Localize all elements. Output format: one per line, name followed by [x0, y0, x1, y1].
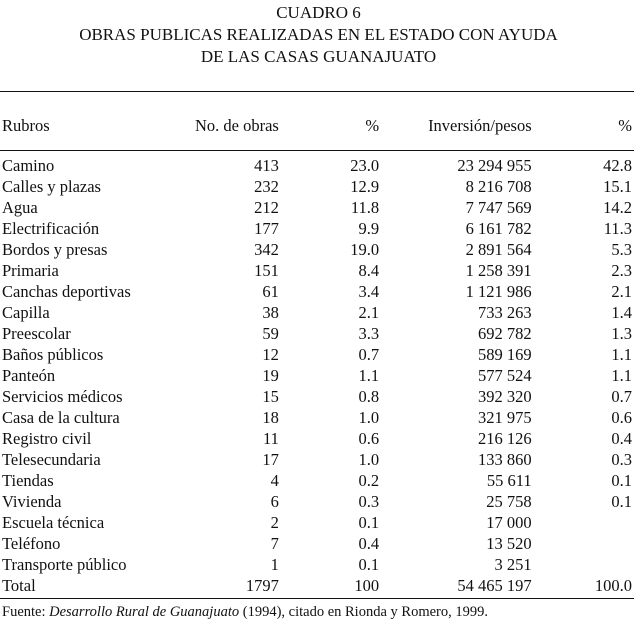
cell-inversion: 13 520	[486, 534, 532, 553]
cell-pct-obras: 1.0	[358, 450, 380, 469]
cell-rubro: Panteón	[2, 366, 56, 385]
table-row	[2, 449, 632, 470]
cell-obras: 17	[262, 450, 279, 469]
cell-rubro: Camino	[2, 156, 55, 175]
cell-pct-inversion	[532, 533, 632, 554]
source-title: Desarrollo Rural de Guanajuato	[49, 604, 240, 620]
header-obras: No. de obras	[195, 116, 279, 135]
cell-rubro: Bordos y presas	[2, 240, 108, 259]
table-row	[2, 260, 632, 281]
table-row	[2, 386, 632, 407]
table-row	[2, 428, 632, 449]
cell-rubro: Agua	[2, 198, 38, 217]
table-row	[2, 554, 632, 575]
cell-inversion: 733 263	[478, 303, 532, 322]
cell-rubro: Primaria	[2, 261, 59, 280]
cell-inversion: 54 465 197	[457, 576, 532, 595]
cell-pct-obras: 1.1	[358, 366, 380, 385]
cell-pct-obras: 9.9	[358, 219, 380, 238]
cell-pct-obras: 3.4	[358, 282, 380, 301]
cell-pct-inversion: 0.1	[611, 471, 632, 490]
cell-obras: 12	[262, 345, 279, 364]
cell-pct-obras: 0.1	[358, 555, 380, 574]
cell-obras: 1797	[245, 576, 279, 595]
cell-obras: 151	[254, 261, 279, 280]
table-row	[2, 323, 632, 344]
table-row	[2, 302, 632, 323]
cell-inversion: 23 294 955	[457, 156, 532, 175]
table-row	[2, 470, 632, 491]
cell-rubro: Tiendas	[2, 471, 54, 490]
cell-rubro: Electrificación	[2, 219, 100, 238]
cell-pct-inversion: 11.3	[603, 219, 632, 238]
cell-pct-obras: 0.1	[358, 513, 380, 532]
table-row	[2, 239, 632, 260]
cell-rubro: Vivienda	[2, 492, 62, 511]
cell-pct-obras: 0.4	[358, 534, 380, 553]
cell-pct-obras: 8.4	[358, 261, 380, 280]
cell-pct-obras: 0.8	[358, 387, 380, 406]
cell-rubro: Transporte público	[2, 555, 127, 574]
cell-obras: 18	[262, 408, 279, 427]
cell-pct-inversion: 1.4	[611, 303, 632, 322]
cell-obras: 6	[270, 492, 279, 511]
cell-rubro: Baños públicos	[2, 345, 104, 364]
cell-pct-inversion: 0.3	[611, 450, 632, 469]
header-pct-obras: %	[365, 116, 380, 135]
cell-inversion: 3 251	[494, 555, 532, 574]
cell-pct-obras: 19.0	[350, 240, 380, 259]
cell-obras: 38	[262, 303, 279, 322]
cell-obras: 19	[262, 366, 279, 385]
cell-rubro: Registro civil	[2, 429, 92, 448]
cell-obras: 212	[254, 198, 279, 217]
top-rule	[0, 91, 634, 92]
table-row	[2, 512, 632, 533]
cell-obras: 177	[254, 219, 279, 238]
cell-pct-obras: 1.0	[358, 408, 380, 427]
cell-pct-inversion: 1.1	[611, 366, 632, 385]
table-row	[2, 176, 632, 197]
source-suffix: (1994), citado en Rionda y Romero, 1999.	[239, 604, 488, 620]
cell-pct-inversion	[532, 512, 632, 533]
cell-inversion: 25 758	[486, 492, 532, 511]
cell-obras: 61	[262, 282, 279, 301]
cell-pct-inversion	[532, 554, 632, 575]
cell-pct-obras: 0.2	[358, 471, 380, 490]
cell-inversion: 17 000	[486, 513, 532, 532]
cell-pct-obras: 0.6	[358, 429, 380, 448]
cell-inversion: 1 258 391	[465, 261, 532, 280]
cell-rubro: Servicios médicos	[2, 387, 123, 406]
cell-pct-obras: 2.1	[358, 303, 380, 322]
header-row	[2, 115, 632, 136]
cell-obras: 7	[270, 534, 279, 553]
table-row	[2, 407, 632, 428]
cell-rubro: Preescolar	[2, 324, 71, 343]
header-inversion: Inversión/pesos	[428, 116, 532, 135]
cell-pct-inversion: 2.3	[611, 261, 632, 280]
cell-pct-inversion: 100.0	[594, 576, 632, 595]
table-row	[2, 218, 632, 239]
cell-inversion: 692 782	[478, 324, 532, 343]
table-row	[2, 281, 632, 302]
cell-rubro: Total	[2, 576, 36, 595]
table-row	[2, 197, 632, 218]
cell-inversion: 1 121 986	[465, 282, 532, 301]
source-prefix: Fuente:	[2, 604, 50, 620]
cell-pct-inversion: 1.1	[611, 345, 632, 364]
cell-inversion: 392 320	[478, 387, 532, 406]
table-title-line-2: DE LAS CASAS GUANAJUATO	[200, 47, 437, 66]
cell-pct-inversion: 14.2	[603, 198, 632, 217]
cell-obras: 232	[254, 177, 279, 196]
table-row	[2, 533, 632, 554]
cell-rubro: Canchas deportivas	[2, 282, 131, 301]
cell-obras: 11	[262, 429, 279, 448]
cell-pct-inversion: 2.1	[611, 282, 632, 301]
cell-pct-obras: 3.3	[358, 324, 380, 343]
cell-rubro: Escuela técnica	[2, 513, 105, 532]
cell-pct-obras: 0.7	[358, 345, 380, 364]
cell-inversion: 216 126	[478, 429, 532, 448]
cell-pct-inversion: 1.3	[611, 324, 632, 343]
cell-obras: 413	[254, 156, 279, 175]
cell-rubro: Capilla	[2, 303, 50, 322]
header-rubros: Rubros	[2, 116, 50, 135]
cell-pct-inversion: 0.4	[611, 429, 632, 448]
header-pct-inversion: %	[618, 116, 632, 135]
data-table	[2, 155, 632, 596]
cell-obras: 59	[262, 324, 279, 343]
cell-pct-inversion: 5.3	[611, 240, 632, 259]
cell-pct-obras: 23.0	[350, 156, 380, 175]
table-row	[2, 344, 632, 365]
cell-inversion: 6 161 782	[465, 219, 532, 238]
bottom-rule	[0, 598, 634, 599]
table-row	[2, 155, 632, 176]
cell-inversion: 7 747 569	[465, 198, 532, 217]
table-title	[0, 2, 637, 68]
cell-pct-obras: 12.9	[350, 177, 380, 196]
cell-pct-obras: 11.8	[350, 198, 380, 217]
cell-obras: 1	[270, 555, 279, 574]
table-number: CUADRO 6	[276, 3, 361, 22]
cell-obras: 15	[262, 387, 279, 406]
cell-pct-obras: 0.3	[358, 492, 380, 511]
source-note	[2, 603, 488, 621]
cell-inversion: 577 524	[478, 366, 532, 385]
cell-rubro: Teléfono	[2, 534, 61, 553]
total-row	[2, 575, 632, 596]
cell-inversion: 55 611	[486, 471, 532, 490]
cell-inversion: 8 216 708	[465, 177, 532, 196]
cell-pct-inversion: 0.7	[611, 387, 632, 406]
cell-rubro: Casa de la cultura	[2, 408, 120, 427]
table-row	[2, 365, 632, 386]
header-rule	[0, 150, 634, 151]
table-title-line-1: OBRAS PUBLICAS REALIZADAS EN EL ESTADO CON AYUDA	[79, 25, 558, 44]
table-row	[2, 491, 632, 512]
cell-pct-obras: 100	[354, 576, 380, 595]
cell-rubro: Calles y plazas	[2, 177, 101, 196]
cell-inversion: 589 169	[478, 345, 532, 364]
cell-rubro: Telesecundaria	[2, 450, 101, 469]
cell-pct-inversion: 0.1	[611, 492, 632, 511]
cell-pct-inversion: 0.6	[611, 408, 632, 427]
table-header	[2, 115, 632, 136]
cell-pct-inversion: 42.8	[603, 156, 632, 175]
cell-obras: 4	[270, 471, 279, 490]
cell-pct-inversion: 15.1	[603, 177, 632, 196]
cell-inversion: 133 860	[478, 450, 532, 469]
cell-obras: 342	[254, 240, 279, 259]
cell-inversion: 321 975	[478, 408, 532, 427]
cell-inversion: 2 891 564	[465, 240, 532, 259]
cell-obras: 2	[270, 513, 279, 532]
table-body	[2, 155, 632, 596]
